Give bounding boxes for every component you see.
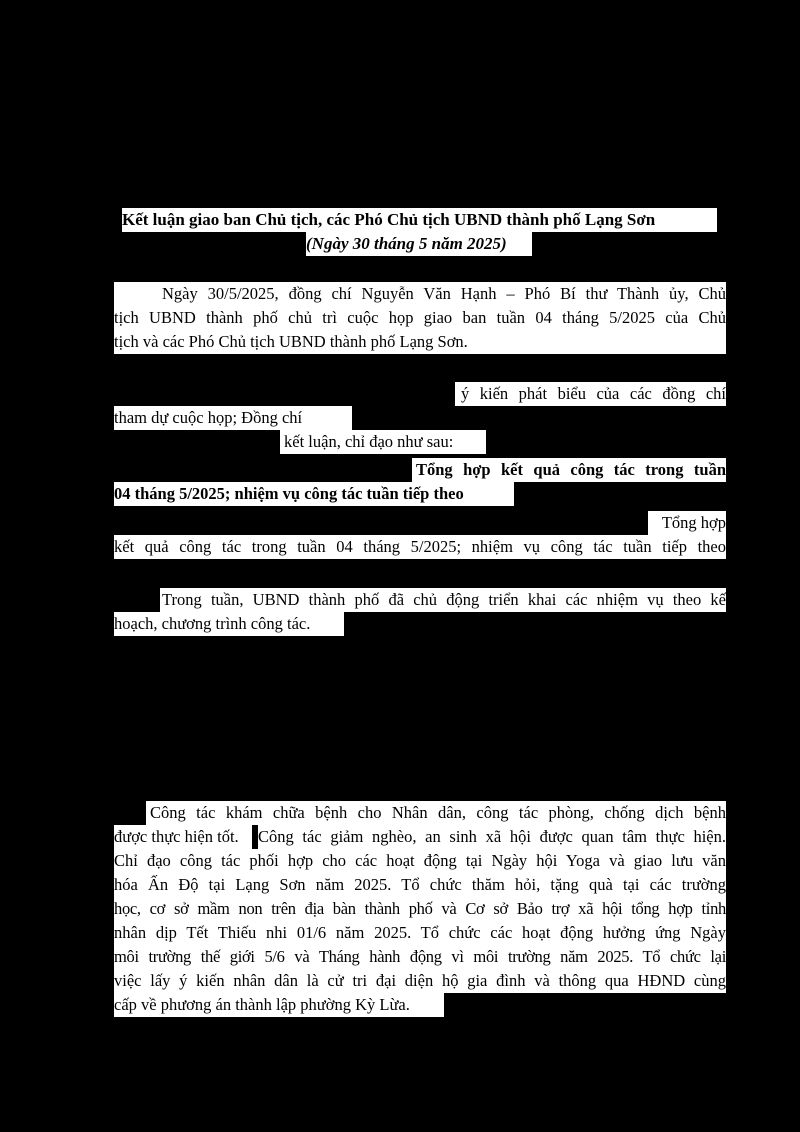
intro-line-2: tịch UBND thành phố chủ trì cuộc họp giao ban tuần 04 tháng 5/2025 của Chủ bbox=[114, 306, 726, 330]
paragraph2-line-8: việc lấy ý kiến nhân dân là cử tri đại diện hộ gia đình và thông qua HĐND cùng bbox=[114, 969, 726, 993]
paragraph2-line-6: nhân dịp Tết Thiếu nhi 01/6 năm 2025. Tổ chức các hoạt động hưởng ứng Ngày bbox=[114, 921, 726, 945]
opinion-line-1: ý kiến phát biểu của các đồng chí bbox=[455, 382, 726, 406]
opinion-line-2: tham dự cuộc họp; Đồng chí bbox=[114, 406, 352, 430]
intro-line-1: Ngày 30/5/2025, đồng chí Nguyễn Văn Hạnh – Phó Bí thư Thành ủy, Chủ bbox=[114, 282, 726, 306]
subsection-line-2: kết quả công tác trong tuần 04 tháng 5/2025; nhiệm vụ công tác tuần tiếp theo bbox=[114, 535, 726, 559]
paragraph2-line-1: Công tác khám chữa bệnh cho Nhân dân, công tác phòng, chống dịch bệnh bbox=[146, 801, 726, 825]
paragraph2-line-3: Chỉ đạo công tác phối hợp cho các hoạt động tại Ngày hội Yoga và giao lưu văn bbox=[114, 849, 726, 873]
intro-line-3: tịch và các Phó Chủ tịch UBND thành phố Lạng Sơn. bbox=[114, 330, 726, 354]
paragraph1-line-1: Trong tuần, UBND thành phố đã chủ động triển khai các nhiệm vụ theo kế bbox=[160, 588, 726, 612]
document-title: Kết luận giao ban Chủ tịch, các Phó Chủ tịch UBND thành phố Lạng Sơn bbox=[122, 208, 717, 232]
paragraph2-line-2a: được thực hiện tốt. bbox=[114, 825, 252, 849]
section-heading-line-1: Tổng hợp kết quả công tác trong tuần bbox=[412, 458, 726, 482]
paragraph2-line-4: hóa Ấn Độ tại Lạng Sơn năm 2025. Tổ chức thăm hỏi, tặng quà tại các trường bbox=[114, 873, 726, 897]
paragraph2-line-2b: Công tác giảm nghèo, an sinh xã hội được quan tâm thực hiện. bbox=[258, 825, 726, 849]
paragraph2-line-5: học, cơ sở mầm non trên địa bàn thành phố và Cơ sở Bảo trợ xã hội tổng hợp tỉnh bbox=[114, 897, 726, 921]
opinion-line-3: kết luận, chỉ đạo như sau: bbox=[280, 430, 486, 454]
section-heading-line-2: 04 tháng 5/2025; nhiệm vụ công tác tuần tiếp theo bbox=[114, 482, 514, 506]
paragraph1-line-2: hoạch, chương trình công tác. bbox=[114, 612, 344, 636]
paragraph2-line-9: cấp về phương án thành lập phường Kỳ Lừa. bbox=[114, 993, 444, 1017]
paragraph2-line-7: môi trường thế giới 5/6 và Tháng hành động vì môi trường năm 2025. Tổ chức lại bbox=[114, 945, 726, 969]
document-date: (Ngày 30 tháng 5 năm 2025) bbox=[306, 232, 532, 256]
subsection-line-1: Tổng hợp bbox=[648, 511, 726, 535]
